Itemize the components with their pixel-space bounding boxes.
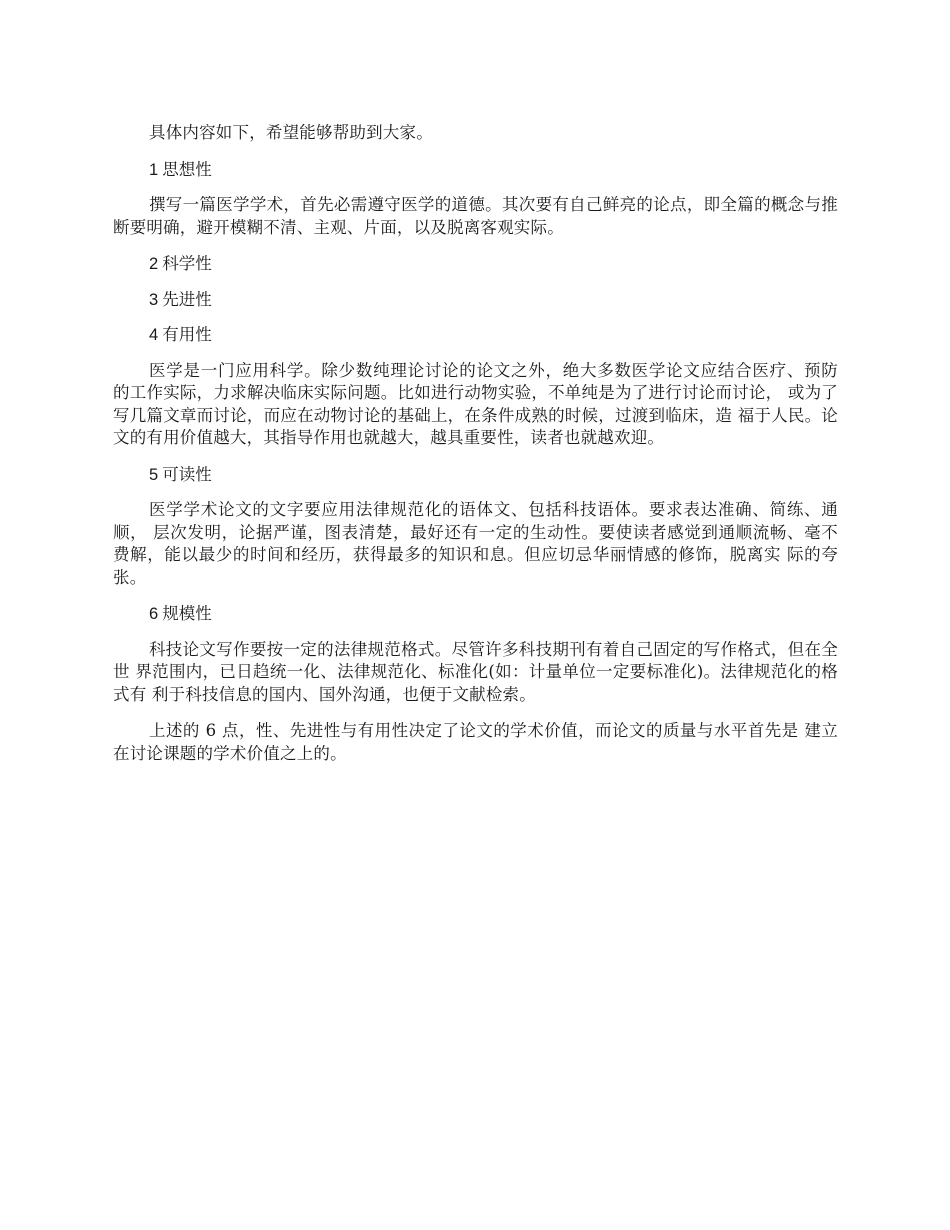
section-number: 6 bbox=[149, 605, 159, 623]
section-number: 3 bbox=[149, 290, 159, 309]
section-heading-5 bbox=[113, 464, 838, 487]
section-body-6: 科技论文写作要按一定的法律规范格式。尽管许多科技期刊有着自己固定的写作格式，但在全世 界范围内，已日趋统一化、法律规范化、标准化(如：计量单位一定要标准化)。法律规范化的格式有 利于科技信息的国内、国外沟通，也便于文献检索。 bbox=[113, 639, 838, 704]
section-title: 思想性 bbox=[162, 159, 212, 179]
section-body-4: 医学是一门应用科学。除少数纯理论讨论的论文之外，绝大多数医学论文应结合医疗、预防 的工作实际，力求解决临床实际问题。比如进行动物实验，不单纯是为了进行讨论而讨论， 或为了写几篇文章而讨论，而应在动物讨论的基础上，在条件成熟的时候，过渡到临床，造 福于人民。论文的有用价值越大，其指导作用也就越大，越具重要性，读者也就越欢迎。 bbox=[113, 360, 838, 447]
section-title: 可读性 bbox=[162, 464, 212, 484]
document-body bbox=[113, 122, 838, 779]
intro-paragraph: 具体内容如下，希望能够帮助到大家。 bbox=[149, 123, 433, 142]
section-body-1: 撰写一篇医学学术，首先必需遵守医学的道德。其次要有自己鲜亮的论点，即全篇的概念与推断要明确，避开模糊不清、主观、片面，以及脱离客观实际。 bbox=[113, 195, 838, 237]
section-title: 科学性 bbox=[162, 254, 212, 273]
section-number: 1 bbox=[149, 160, 159, 179]
section-heading-6 bbox=[113, 603, 838, 626]
section-title: 规模性 bbox=[162, 604, 212, 623]
section-heading-3 bbox=[113, 289, 838, 312]
section-number: 4 bbox=[149, 326, 159, 344]
section-heading-2 bbox=[113, 253, 838, 276]
section-number: 2 bbox=[149, 255, 159, 273]
section-title: 有用性 bbox=[162, 325, 212, 344]
conclusion-paragraph: 上述的 6 点，性、先进性与有用性决定了论文的学术价值，而论文的质量与水平首先是 建立在讨论课题的学术价值之上的。 bbox=[113, 721, 838, 763]
section-title: 先进性 bbox=[162, 289, 212, 309]
section-heading-4 bbox=[113, 324, 838, 347]
section-body-5: 医学学术论文的文字要应用法律规范化的语体文、包括科技语体。要求表达准确、简练、通顺， 层次发明，论据严谨，图表清楚，最好还有一定的生动性。要使读者感觉到通顺流畅、毫不 费解，能以最少的时间和经历，获得最多的知识和息。但应切忌华丽情感的修饰，脱离实 际的夸张。 bbox=[113, 500, 838, 587]
section-heading-1 bbox=[113, 159, 838, 182]
section-number: 5 bbox=[149, 465, 159, 484]
